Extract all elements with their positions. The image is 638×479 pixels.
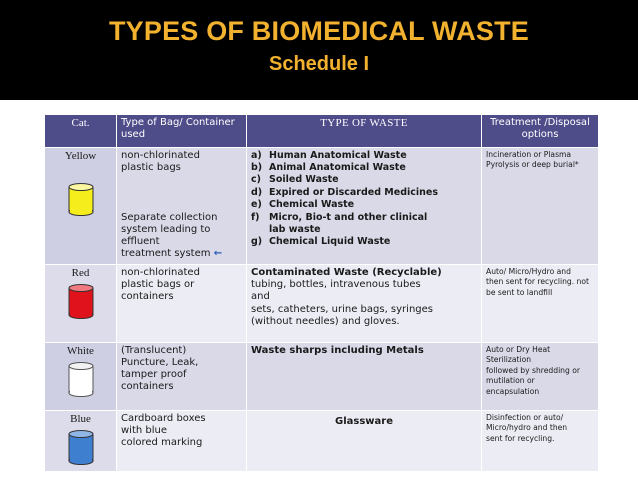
list-item (251, 212, 477, 224)
waste-text: tubing, bottles, intravenous tubes (251, 278, 421, 290)
waste-text: sets, catheters, urine bags, syringes (251, 303, 433, 315)
bag-text: non-chlorinated (121, 149, 200, 161)
category-label-white: White (67, 344, 94, 357)
slide-header (0, 0, 638, 100)
waste-text: and (251, 291, 270, 303)
treatment-text: mutilation or (486, 376, 535, 386)
waste-title: Waste sharps including Metals (251, 344, 424, 356)
bag-cell-red (117, 264, 247, 342)
treatment-text: Disinfection or auto/ (486, 412, 564, 422)
bag-text: containers (121, 290, 174, 302)
category-cell-blue (45, 410, 117, 471)
header-waste-type: TYPE OF WASTE (247, 115, 482, 148)
bag-text: plastic bags (121, 161, 181, 173)
list-item (251, 224, 477, 236)
bag-text: Puncture, Leak, (121, 356, 199, 368)
list-text: Soiled Waste (269, 174, 339, 186)
header-treatment: Treatment /Disposal options (482, 115, 599, 148)
treatment-text: be sent to landfill (486, 287, 553, 297)
list-letter: e) (251, 199, 262, 211)
waste-cell-red (247, 264, 482, 342)
waste-cell-yellow (247, 147, 482, 264)
bag-cell-white (117, 342, 247, 410)
bag-text: colored marking (121, 436, 203, 448)
category-cell-yellow (45, 147, 117, 264)
list-letter: b) (251, 161, 263, 173)
waste-title: Glassware (335, 415, 393, 427)
slide-title: TYPES OF BIOMEDICAL WASTE (108, 16, 530, 46)
table-row-yellow (45, 147, 599, 264)
white-container-icon (68, 361, 94, 397)
bag-text: plastic bags or (121, 278, 195, 290)
list-item (251, 236, 477, 248)
list-letter: d) (251, 186, 263, 198)
bag-text: tamper proof (121, 368, 187, 380)
list-letter: g) (251, 236, 263, 248)
table-header-row (45, 115, 599, 148)
treatment-text: Auto or Dry Heat (486, 344, 551, 354)
treatment-text: followed by shredding or (486, 365, 580, 375)
treatment-cell-blue (482, 410, 599, 471)
treatment-text: then sent for recycling. not (486, 277, 589, 286)
treatment-text: Incineration or Plasma (486, 149, 572, 159)
treatment-text: encapsulation (486, 386, 540, 396)
treatment-cell-yellow (482, 147, 599, 264)
bag-text: non-chlorinated (121, 266, 200, 278)
bag-text: effluent (121, 235, 160, 247)
list-text: Human Anatomical Waste (269, 149, 407, 161)
waste-cell-blue (247, 410, 482, 471)
list-text: lab waste (269, 223, 321, 235)
list-text: Expired or Discarded Medicines (269, 186, 439, 198)
treatment-text: Pyrolysis or deep burial* (486, 160, 579, 170)
list-item (251, 199, 477, 211)
category-cell-red (45, 264, 117, 342)
bag-text: with blue (121, 424, 168, 436)
list-letter: a) (251, 149, 262, 161)
bag-text: treatment system (121, 247, 211, 259)
table-row-red (45, 264, 599, 342)
biomedical-waste-table (44, 114, 599, 472)
list-letter: c) (251, 174, 261, 186)
bag-cell-blue (117, 410, 247, 471)
bag-text: (Translucent) (121, 344, 187, 356)
list-text: Micro, Bio-t and other clinical (269, 211, 428, 223)
header-category: Cat. (45, 115, 117, 148)
treatment-text: Micro/hydro and then (486, 423, 568, 433)
category-label-yellow: Yellow (64, 149, 97, 162)
list-text: Animal Anatomical Waste (269, 161, 406, 173)
blue-container-icon (68, 429, 94, 465)
list-letter: f) (251, 211, 260, 223)
waste-title: Contaminated Waste (Recyclable) (251, 266, 442, 278)
category-label-blue: Blue (70, 412, 91, 425)
list-text: Chemical Liquid Waste (269, 236, 391, 248)
waste-list (251, 150, 477, 249)
list-item (251, 162, 477, 174)
category-label-red: Red (71, 266, 90, 279)
treatment-text: Auto/ Micro/Hydro and (486, 266, 571, 276)
waste-text: (without needles) and gloves. (251, 316, 400, 328)
list-text: Chemical Waste (269, 199, 355, 211)
yellow-container-icon (68, 182, 94, 216)
treatment-cell-white (482, 342, 599, 410)
treatment-text: Sterilization (486, 355, 532, 365)
waste-cell-white (247, 342, 482, 410)
list-letter (251, 224, 269, 236)
slide-subtitle: Schedule I (268, 53, 370, 75)
bag-text: Separate collection (121, 211, 218, 223)
list-item (251, 150, 477, 162)
table-row-blue (45, 410, 599, 471)
list-item (251, 187, 477, 199)
bag-cell-yellow (117, 147, 247, 264)
list-item (251, 174, 477, 186)
arrow-left-icon: ← (213, 247, 223, 259)
treatment-text: sent for recycling. (486, 433, 555, 443)
bag-text: containers (121, 380, 174, 392)
bag-text: system leading to (121, 223, 211, 235)
category-cell-white (45, 342, 117, 410)
red-container-icon (68, 283, 94, 319)
treatment-cell-red (482, 264, 599, 342)
bag-text: Cardboard boxes (121, 412, 206, 424)
table-row-white (45, 342, 599, 410)
header-bag-type: Type of Bag/ Container used (117, 115, 247, 148)
